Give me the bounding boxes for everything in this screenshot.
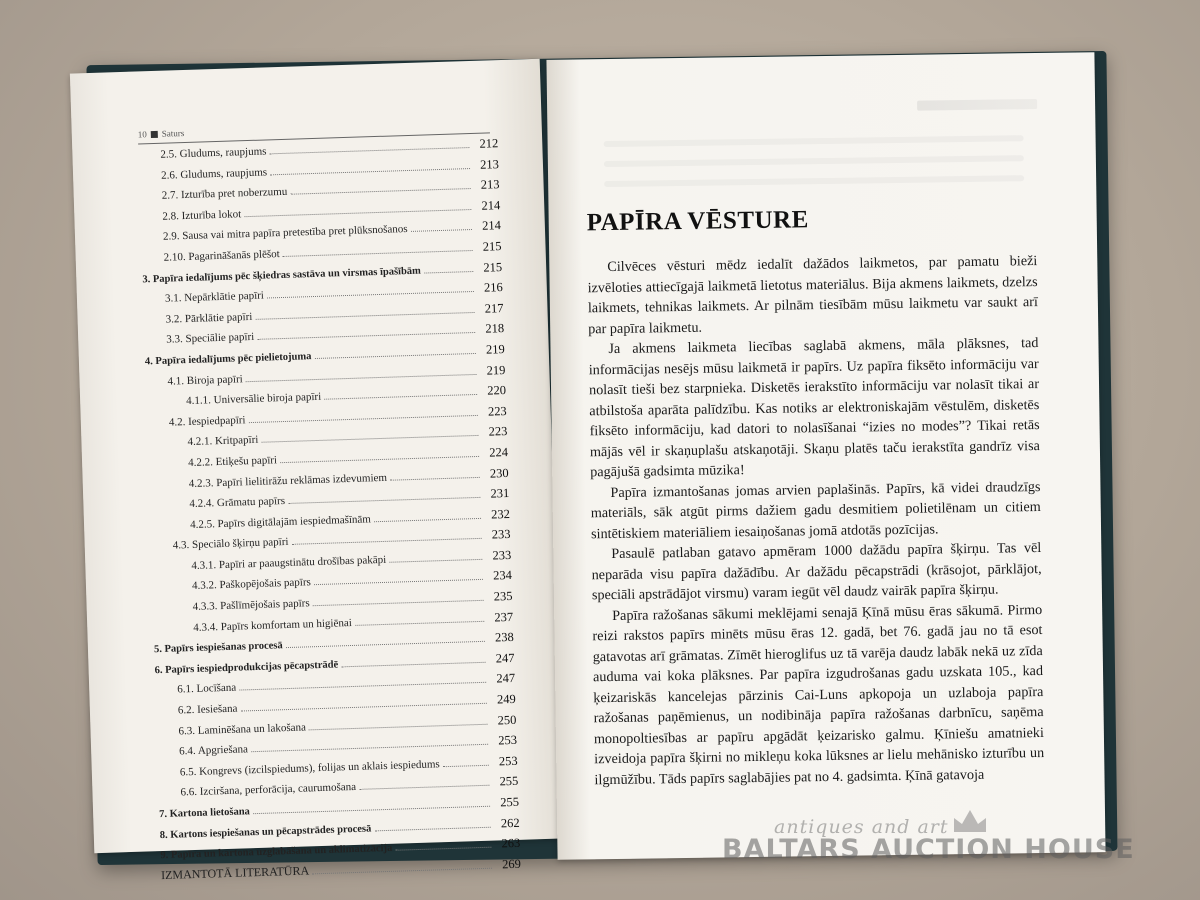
toc-entry-label: 2.10. Pagarināšanās plēšot — [163, 248, 280, 264]
toc-leader-dots — [267, 291, 474, 299]
toc-leader-dots — [255, 312, 474, 320]
toc-entry-page: 213 — [480, 177, 500, 192]
toc-entry-label: 4. Papīra iedalījums pēc pielietojuma — [144, 351, 312, 368]
show-through-header — [917, 99, 1037, 111]
toc-leader-dots — [314, 579, 483, 585]
toc-entry-page: 250 — [497, 712, 517, 728]
toc-leader-dots — [312, 867, 492, 874]
toc-leader-dots — [313, 600, 484, 606]
toc-leader-dots — [253, 806, 490, 814]
toc-entry-page: 235 — [493, 588, 513, 604]
watermark-script: antiques and art — [774, 816, 949, 838]
toc-entry-page: 263 — [501, 835, 521, 851]
toc-entry-page: 219 — [485, 341, 505, 357]
toc-leader-dots — [324, 394, 477, 400]
toc-entry-page: 253 — [498, 753, 518, 769]
toc-entry-page: 262 — [500, 815, 520, 830]
toc-entry-label: 4.3.2. Paškopējošais papīrs — [191, 576, 312, 593]
toc-leader-dots — [244, 209, 471, 217]
toc-entry-page: 220 — [487, 383, 507, 398]
show-through-text — [604, 135, 1025, 201]
table-of-contents — [138, 136, 521, 888]
toc-entry-label: 6.5. Kongrevs (izcilspiedums), folijas un aklais iespiedums — [179, 758, 440, 779]
toc-entry-page: 231 — [490, 486, 510, 501]
toc-entry-label: 9. Papīra un kartona uzglabāšana un aklimatizācija — [160, 843, 393, 862]
body-paragraph: Papīra izmantošanas jomas arvien paplašinās. Papīrs, kā videi draudzīgs materiāls, sāk atgūt pirms dažiem gadu desmitiem polietilēnam un citiem sintētiskiem materiāliem iesaiņošanas jomā atdotās pozīcijas. — [590, 478, 1041, 542]
toc-leader-dots — [290, 188, 470, 195]
toc-leader-dots — [374, 518, 481, 522]
toc-entry-page: 255 — [499, 774, 519, 789]
toc-entry-page: 218 — [485, 321, 505, 336]
toc-entry-label: 8. Kartons iespiešanas un pēcapstrādes procesā — [159, 823, 372, 841]
toc-entry-page: 223 — [488, 424, 508, 439]
toc-leader-dots — [246, 373, 477, 381]
toc-entry-page: 232 — [490, 506, 511, 522]
toc-leader-dots — [341, 662, 485, 668]
toc-entry-page: 212 — [479, 136, 499, 151]
toc-leader-dots — [286, 641, 485, 648]
watermark — [722, 808, 1142, 878]
toc-leader-dots — [239, 682, 486, 691]
running-head — [138, 128, 185, 139]
toc-leader-dots — [424, 271, 473, 274]
toc-entry-page: 219 — [486, 362, 506, 378]
body-paragraph: Cilvēces vēsturi mēdz iedalīt dažādos laikmetos, par pamatu bieži izvēloties attiecīgajā laikmetā lietotus materiālus. Bija akmens laikmets, dzelzs laikmets, tehnikas laikmets. Ar pilnām tiesībām mūsu laikmetu var saukt arī par papīra laikmetu. — [587, 253, 1038, 337]
toc-entry-label: 4.3. Speciālo šķirņu papīri — [172, 536, 289, 552]
toc-leader-dots — [395, 847, 491, 851]
toc-entry-label: 5. Papīrs iespiešanas procesā — [153, 640, 283, 656]
body-paragraph: Pasaulē patlaban gatavo apmēram 1000 dažādu papīra šķirņu. Tas vēl neparāda visu papīra dažādību. Ar dažādu pēcapstrādi (krāsojot, pārklājot, speciāli apstrādājot virsmu) varam iegūt vēl daudz vairāk papīra šķirņu. — [591, 540, 1042, 604]
toc-entry-page: 233 — [492, 547, 512, 563]
toc-entry-label: 4.3.3. Pašlīmējošais papīrs — [192, 597, 310, 614]
toc-entry-page: 217 — [484, 300, 504, 316]
toc-leader-dots — [280, 456, 479, 463]
toc-entry-label: 6.4. Apgriešana — [179, 743, 249, 758]
watermark-name: BALTARS AUCTION HOUSE — [722, 834, 1135, 865]
toc-leader-dots — [314, 353, 475, 359]
toc-entry-label: 2.6. Gludums, raupjums — [160, 166, 268, 182]
toc-entry-page: 247 — [495, 650, 515, 666]
toc-entry-page: 233 — [491, 527, 511, 542]
running-head-title: Saturs — [161, 128, 185, 139]
toc-entry-page: 238 — [494, 630, 515, 645]
toc-entry-label: 6. Papīrs iespiedprodukcijas pēcapstrādē — [154, 659, 339, 677]
toc-entry-label: 3.2. Pārklātie papīri — [165, 310, 253, 326]
toc-entry-label: 4.2. Iespiedpapīri — [168, 413, 246, 429]
toc-entry-page: 247 — [496, 671, 516, 686]
running-head-number: 10 — [137, 129, 147, 140]
toc-entry-page: 224 — [489, 444, 509, 460]
toc-leader-dots — [359, 785, 489, 790]
toc-entry-label: 3.1. Nepārklātie papīri — [164, 289, 265, 305]
toc-leader-dots — [411, 229, 472, 232]
toc-entry-page: 253 — [498, 733, 518, 748]
chapter-title: PAPĪRA VĒSTURE — [586, 206, 809, 237]
toc-entry-page: 215 — [482, 239, 502, 254]
square-bullet-icon — [151, 130, 158, 137]
toc-leader-dots — [390, 476, 480, 480]
toc-entry-page: 230 — [489, 465, 509, 481]
toc-leader-dots — [288, 497, 480, 504]
toc-entry-label: 6.6. Izciršana, perforācija, caurumošana — [180, 781, 357, 799]
right-page — [546, 52, 1105, 860]
toc-entry-page: 214 — [481, 218, 502, 234]
toc-entry-page: 234 — [492, 568, 513, 583]
chapter-body — [587, 251, 1044, 790]
toc-entry-label: 6.1. Locīšana — [177, 682, 237, 696]
toc-entry-label: 3. Papīra iedalījums pēc šķiedras sastāva un virsmas īpašībām — [142, 265, 421, 285]
toc-entry-label: 4.3.1. Papīri ar paaugstinātu drošības pakāpi — [191, 553, 387, 572]
toc-entry-label: IZMANTOTĀ LITERATŪRA — [160, 863, 310, 882]
toc-entry-label: 4.2.5. Papīrs digitālajām iespiedmašīnām — [189, 513, 372, 531]
toc-entry-page: 213 — [479, 156, 500, 172]
toc-entry-page: 215 — [483, 259, 503, 275]
toc-leader-dots — [283, 250, 473, 257]
toc-leader-dots — [389, 559, 482, 563]
toc-entry-label: 4.2.1. Kritpapīri — [187, 434, 259, 449]
left-page — [70, 59, 564, 882]
toc-entry-label: 2.7. Izturība pret noberzumu — [161, 185, 288, 202]
toc-entry-page: 255 — [500, 794, 520, 810]
toc-leader-dots — [257, 332, 475, 340]
toc-leader-dots — [270, 168, 470, 175]
toc-entry-label: 7. Kartona lietošana — [159, 806, 251, 821]
toc-entry-label: 2.9. Sausa vai mitra papīra pretestība pret plūksnošanos — [162, 223, 408, 244]
toc-entry-label: 6.3. Laminēšana un lakošana — [178, 721, 307, 738]
toc-leader-dots — [443, 765, 489, 767]
toc-entry-page: 249 — [496, 691, 516, 707]
toc-entry-label: 6.2. Iesiešana — [177, 702, 238, 717]
toc-entry-label: 4.2.3. Papīri lielitirāžu reklāmas izdevumiem — [188, 471, 388, 490]
toc-entry-label: 3.3. Speciālie papīri — [166, 331, 255, 347]
toc-entry-page: 223 — [487, 403, 507, 419]
toc-entry-page: 214 — [481, 197, 501, 213]
body-paragraph: Ja akmens laikmeta liecības saglabā akmens, māla plāksnes, tad informācijas nesējs mūsu laikmetā ir papīrs. Uz papīra fiksēto informāciju var nolasīt tieši bez starpnieka. Disketēs ierakstīto informāciju var nolasīt tikai ar atbilstoša aparāta palīdzību. Kas notiks ar elektroniskajām vēstulēm, disketēs fiksēto informāciju, kad datori to nolasīšanai “izies no modes”? Tikai retās mājās vēl ir skaņuplašu atskaņotāji. Skaņu platēs taču ierakstīta gandrīz visa pagājušā gadsimta mūzika! — [588, 335, 1040, 481]
toc-entry-label: 4.2.2. Etiķešu papīri — [187, 454, 278, 469]
toc-entry-label: 4.1.1. Universālie biroja papīri — [186, 390, 322, 408]
toc-entry-label: 2.8. Izturība lokot — [162, 208, 242, 223]
body-paragraph: Papīra ražošanas sākumi meklējami senajā Ķīnā mūsu ēras sākumā. Pirmo reizi rakstos papīrs minēts mūsu ēras 12. gadā, bet 76. gadā jau no tā esot gatavotas arī grāmatas. Zīmēt hieroglifus uz tā varēja daudz labāk nekā uz zīda auduma vai koka plāksnes. Par papīra izgudrošanas gadu uzskata 105., kad ķeizariskās kancelejas pārzinis Cai-Luns apkopoja un uzlaboja papīra ražošanas paņēmienus, un nodibināja papīra ražošanas darbnīcu, saņēma monopoltiesības ar papīru apgādāt ķeizarisko galmu. Ķīniešu amatnieki izveidoja papīra šķirni no mikleņu koka lūksnes ar lielu mehānisko izturību un ilgmūžību. Tāds papīrs saglabājies pat no 4. gadsimta. Ķīnā gatavoja — [592, 601, 1045, 788]
toc-entry-label: 2.5. Gludums, raupjums — [160, 145, 267, 161]
toc-entry-page: 216 — [483, 280, 504, 295]
toc-leader-dots — [241, 703, 487, 712]
toc-entry-label: 4.2.4. Grāmatu papīrs — [189, 495, 286, 511]
toc-leader-dots — [270, 147, 470, 154]
crown-icon — [950, 808, 990, 834]
toc-entry-page: 237 — [494, 609, 514, 625]
toc-leader-dots — [355, 620, 484, 625]
toc-entry-page: 269 — [501, 856, 522, 872]
toc-leader-dots — [309, 723, 488, 730]
toc-leader-dots — [292, 538, 482, 545]
toc-entry-label: 4.3.4. Papīrs komfortam un higiēnai — [193, 616, 353, 634]
toc-leader-dots — [249, 415, 478, 423]
toc-entry-label: 4.1. Biroja papīri — [167, 372, 243, 388]
toc-leader-dots — [251, 744, 488, 752]
toc-leader-dots — [261, 435, 478, 443]
toc-leader-dots — [374, 826, 490, 831]
